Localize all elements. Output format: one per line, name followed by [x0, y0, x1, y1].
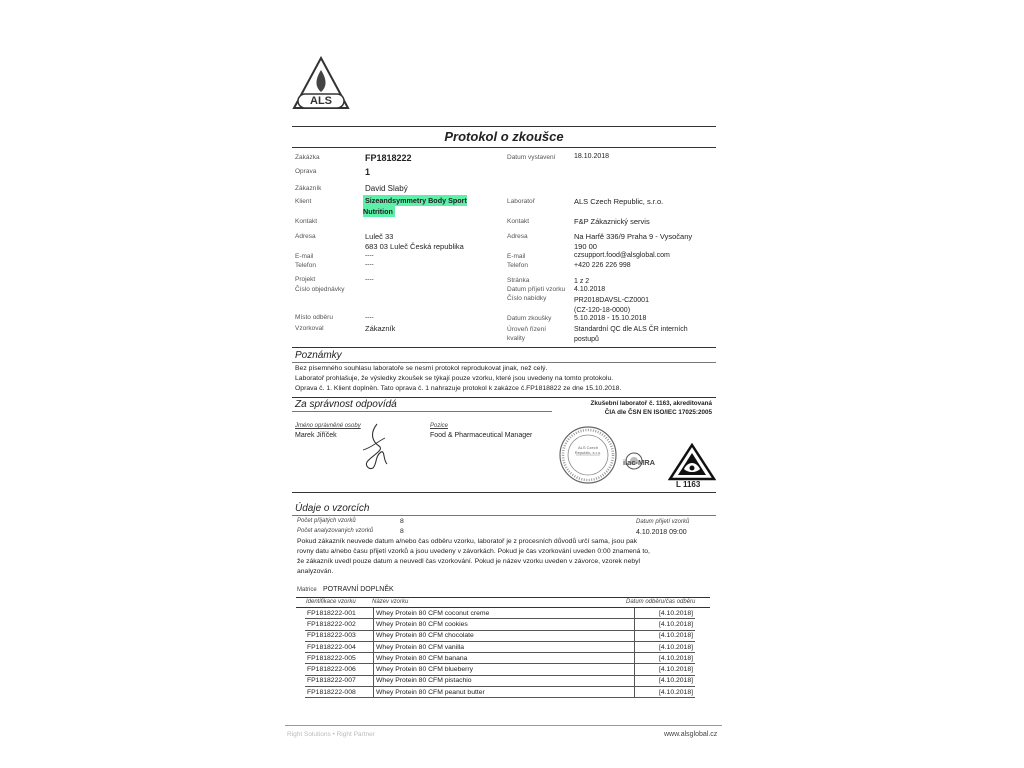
field-label-cislo-nabidky: Číslo nabídky	[507, 295, 547, 302]
accreditation-line-1: Zkušební laboratoř č. 1163, akreditovaná	[590, 400, 712, 407]
name-label: Jméno oprávněné osoby	[295, 423, 361, 429]
table-cell-date: [4.10.2018]	[635, 653, 696, 664]
accreditation-line-2: ČIA dle ČSN EN ISO/IEC 17025:2005	[604, 409, 712, 416]
received-value: 8	[400, 518, 404, 525]
table-row	[305, 619, 695, 630]
name-value: Marek Jiříček	[295, 432, 337, 439]
field-label-email-lab: E-mail	[507, 253, 526, 260]
cia-accreditation-logo	[668, 443, 716, 481]
cia-number: L 1163	[676, 480, 701, 489]
field-value-email: ----	[365, 252, 374, 259]
field-label-datum-prijeti: Datum příjetí vzorku	[507, 286, 566, 293]
table-top-rule	[296, 597, 710, 598]
field-label-klient: Klient	[295, 198, 312, 205]
field-value-email-lab: czsupport.food@alsglobal.com	[574, 252, 670, 259]
matrix-label: Matrice	[297, 587, 317, 593]
note-line-3: Oprava č. 1. Klient doplněn. Tato oprava č. 1 nahrazuje protokol k zakázce č.FP1818822 ze dne 15.10.2018.	[295, 385, 622, 392]
field-value-adresa: Luleč 33 683 03 Luleč Česká republika	[365, 232, 464, 251]
field-value-cislo-nabidky: PR2018DAVSL-CZ0001 (CZ-120-18-0000)	[574, 297, 649, 314]
matrix-value: POTRAVNÍ DOPLNĚK	[323, 586, 394, 593]
field-label-adresa-lab: Adresa	[507, 233, 528, 240]
samples-text-1: Pokud zákazník neuvede datum a/nebo čas odběru vzorku, laboratoř je z procesních důvodů určí sama, jsou pak	[297, 538, 638, 545]
received-date-label: Datum přijetí vzorků	[636, 519, 690, 525]
table-row	[305, 687, 695, 698]
received-date-value: 4.10.2018 09:00	[636, 529, 687, 536]
table-cell-date: [4.10.2018]	[635, 608, 696, 619]
field-label-laborator: Laboratoř	[507, 198, 535, 205]
field-value-kontakt-lab: F&P Zákaznický servis	[574, 217, 650, 226]
field-label-adresa: Adresa	[295, 233, 316, 240]
table-cell-name: Whey Protein 80 CFM peanut butter	[374, 687, 635, 698]
field-value-zakazka: FP1818222	[365, 153, 412, 163]
footer-website: www.alsglobal.cz	[664, 731, 718, 738]
samples-text-4: analyzován.	[297, 568, 334, 575]
field-value-laborator: ALS Czech Republic, s.r.o.	[574, 197, 664, 206]
table-cell-id: FP1818222-008	[305, 687, 374, 698]
table-cell-id: FP1818222-004	[305, 641, 374, 652]
table-cell-id: FP1818222-007	[305, 675, 374, 686]
table-cell-name: Whey Protein 80 CFM vanilla	[374, 641, 635, 652]
field-label-zakazka: Zakázka	[295, 154, 320, 161]
field-label-kontakt-lab: Kontakt	[507, 218, 530, 225]
field-value-vzorkoval: Zákazník	[365, 324, 396, 333]
table-cell-id: FP1818222-003	[305, 630, 374, 641]
table-row	[305, 675, 695, 686]
field-label-oprava: Oprava	[295, 168, 317, 175]
notes-rule	[292, 347, 716, 348]
field-label-datum-vystaveni: Datum vystavení	[507, 154, 556, 161]
field-value-klient	[363, 196, 477, 217]
field-value-zakaznik: David Slabý	[365, 184, 408, 193]
responsibility-title-rule	[292, 411, 552, 412]
responsibility-title: Za správnost odpovídá	[295, 399, 397, 410]
field-value-misto-odberu: ----	[365, 314, 374, 321]
field-label-projekt: Projekt	[295, 276, 316, 283]
table-row	[305, 608, 695, 619]
field-value-datum-vystaveni: 18.10.2018	[574, 153, 610, 160]
table-cell-id: FP1818222-005	[305, 653, 374, 664]
samples-table	[305, 608, 695, 698]
table-cell-name: Whey Protein 80 CFM coconut creme	[374, 608, 635, 619]
field-value-telefon: ----	[365, 261, 374, 268]
samples-rule	[292, 492, 716, 493]
field-label-telefon-lab: Telefon	[507, 262, 528, 269]
title-rule-top	[292, 126, 716, 127]
table-row	[305, 653, 695, 664]
table-cell-id: FP1818222-002	[305, 619, 374, 630]
table-cell-name: Whey Protein 80 CFM chocolate	[374, 630, 635, 641]
table-cell-name: Whey Protein 80 CFM banana	[374, 653, 635, 664]
table-cell-id: FP1818222-001	[305, 608, 374, 619]
analyzed-value: 8	[400, 528, 404, 535]
table-row	[305, 664, 695, 675]
field-label-stranka: Stránka	[507, 277, 530, 284]
field-value-projekt: ----	[365, 276, 374, 283]
table-cell-name: Whey Protein 80 CFM blueberry	[374, 664, 635, 675]
note-line-2: Laboratoř prohlašuje, že výsledky zkoušek se týkají pouze vzorku, které jsou uvedeny na tomto protokolu.	[295, 375, 614, 382]
field-value-oprava: 1	[365, 167, 371, 177]
logo-text: ALS	[310, 95, 332, 107]
table-cell-date: [4.10.2018]	[635, 641, 696, 652]
table-cell-id: FP1818222-006	[305, 664, 374, 675]
analyzed-label: Počet analyzovaných vzorků	[297, 528, 374, 534]
stamp-text: ALS Czech Republic, s.r.o.	[574, 445, 602, 455]
field-label-vzorkoval: Vzorkoval	[295, 325, 324, 332]
field-value-adresa-lab: Na Harfě 336/9 Praha 9 - Vysočany 190 00	[574, 232, 693, 251]
footer-slogan: Right Solutions • Right Partner	[287, 731, 375, 738]
table-cell-date: [4.10.2018]	[635, 619, 696, 630]
table-header-id: Identifikace vzorku	[306, 599, 356, 605]
table-cell-date: [4.10.2018]	[635, 664, 696, 675]
position-label: Pozice	[430, 423, 449, 429]
samples-text-3: že zákazník uvedl pouze datum a neuvedl čas vzorkování. Pokud je název vzorku uveden v závorce, vzorek nebyl	[297, 558, 641, 565]
samples-title-rule	[292, 515, 716, 516]
field-label-zakaznik: Zákazník	[295, 185, 322, 192]
field-label-uroven: Úroveň řízení kvality	[507, 326, 547, 342]
table-header-name: Název vzorku	[372, 599, 409, 605]
field-value-uroven: Standardní QC dle ALS ČR interních postupů	[574, 326, 688, 343]
field-label-kontakt: Kontakt	[295, 218, 318, 225]
page-title: Protokol o zkoušce	[444, 129, 564, 144]
position-value: Food & Pharmaceutical Manager	[430, 432, 533, 439]
samples-text-2: rovny datu a/nebo času přijetí vzorků a jsou uvedeny v závorkách. Pokud je čas vzorkování uveden 0:00 znamená to,	[297, 548, 650, 555]
table-cell-date: [4.10.2018]	[635, 687, 696, 698]
field-value-datum-prijeti: 4.10.2018	[574, 286, 606, 293]
field-value-telefon-lab: +420 226 226 998	[574, 262, 631, 269]
samples-title: Údaje o vzorcích	[295, 503, 370, 514]
field-label-misto-odberu: Místo odběru	[295, 314, 333, 321]
client-highlight: Sizeandsymmetry Body Sport Nutrition	[363, 196, 467, 216]
responsibility-rule	[292, 397, 716, 398]
table-header-date: Datum odběru/čas odběru	[626, 599, 696, 605]
field-value-datum-zkousky: 5.10.2018 - 15.10.2018	[574, 315, 647, 322]
field-label-objednavka: Číslo objednávky	[295, 286, 345, 293]
als-logo	[292, 56, 350, 112]
field-label-email: E-mail	[295, 253, 314, 260]
table-row	[305, 641, 695, 652]
field-label-telefon: Telefon	[295, 262, 316, 269]
field-value-stranka: 1 z 2	[574, 278, 590, 285]
table-cell-date: [4.10.2018]	[635, 675, 696, 686]
table-cell-name: Whey Protein 80 CFM pistachio	[374, 675, 635, 686]
notes-title-rule	[292, 362, 716, 363]
title-rule-bottom	[292, 147, 716, 148]
footer-rule	[285, 725, 722, 726]
received-label: Počet přijatých vzorků	[297, 518, 356, 524]
ilac-text: ilac-MRA	[623, 458, 656, 467]
signature-image	[355, 420, 395, 476]
field-label-datum-zkousky: Datum zkoušky	[507, 315, 552, 322]
notes-title: Poznámky	[295, 350, 342, 361]
table-row	[305, 630, 695, 641]
table-cell-date: [4.10.2018]	[635, 630, 696, 641]
note-line-1: Bez písemného souhlasu laboratoře se nesmí protokol reprodukovat jinak, než celý.	[295, 365, 548, 372]
lab-stamp	[558, 425, 618, 485]
table-cell-name: Whey Protein 80 CFM cookies	[374, 619, 635, 630]
